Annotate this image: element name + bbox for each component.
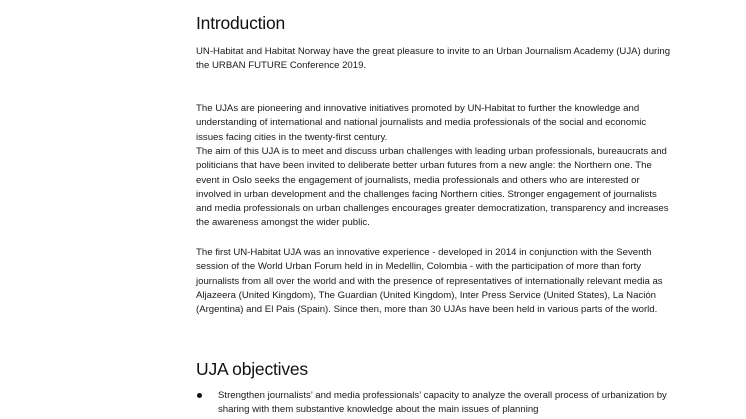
bullet-icon <box>197 393 202 398</box>
introduction-paragraph-4: The first UN-Habitat UJA was an innovative experience - developed in 2014 in conjunction with the Seventh session of the World Urban Forum held in in Medellin, Colombia - with the participation of more than forty journalists from all over the world and with the presence of representatives of internationally relevant media as Aljazeera (United Kingdom), The Guardian (United Kingdom), Inter Press Service (United States), La Nación (Argentina) and El Pais (Spain). Since then, more than 30 UJAs have been held in various parts of the world. <box>196 247 663 316</box>
objectives-list-item <box>196 389 672 418</box>
objectives-list <box>196 389 672 418</box>
introduction-paragraph-2: The UJAs are pioneering and innovative initiatives promoted by UN-Habitat to further the knowledge and understanding of international and national journalists and media professionals of the social and economic issues facing cities in the twenty-first century. <box>196 103 647 143</box>
introduction-paragraph-3: The aim of this UJA is to meet and discuss urban challenges with leading urban professionals, bureaucrats and politicians that have been invited to deliberate better urban futures from a new angle: the Northern one. The event in Oslo seeks the engagement of journalists, media professionals and others who are interested or involved in urban development and the challenges facing Northern cities. Stronger engagement of journalists and media professionals on urban challenges encourages greater democratization, transparency and increases the awareness amongst the wider public. <box>196 146 669 229</box>
objectives-heading: UJA objectives <box>196 359 308 379</box>
introduction-heading: Introduction <box>196 13 286 33</box>
objectives-item-text: Strengthen journalists’ and media professionals’ capacity to analyze the overall process of urbanization by sharing with them substantive knowledge about the main issues of planning <box>218 390 667 416</box>
introduction-paragraph-1: UN-Habitat and Habitat Norway have the great pleasure to invite to an Urban Journalism Academy (UJA) during the URBAN FUTURE Conference 2019. <box>196 46 671 72</box>
